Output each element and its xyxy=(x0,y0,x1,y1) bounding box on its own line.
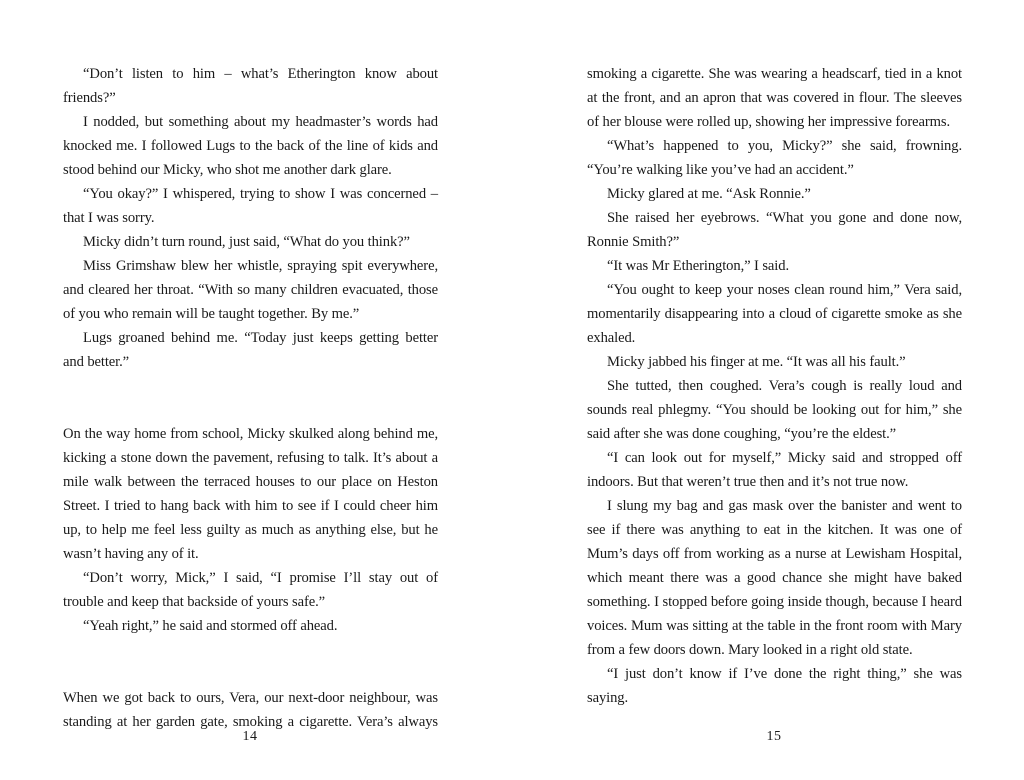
paragraph: “Don’t worry, Mick,” I said, “I promise I’ll stay out of trouble and keep that backside of yours safe.” xyxy=(63,570,438,610)
paragraph: Lugs groaned behind me. “Today just keeps getting better and better.” xyxy=(63,330,438,370)
left-page-text xyxy=(63,62,438,734)
paragraph: “Don’t listen to him – what’s Etherington know about friends?” xyxy=(63,66,438,106)
paragraph: When we got back to ours, Vera, our next-door neighbour, was standing at her garden gate, smoking a cigarette. Vera’s always xyxy=(63,690,438,730)
paragraph: “You okay?” I whispered, trying to show I was concerned – that I was sorry. xyxy=(63,186,438,226)
paragraph: smoking a cigarette. She was wearing a headscarf, tied in a knot at the front, and an apron that was covered in flour. The sleeves of her blouse were rolled up, showing her impressive forearms. xyxy=(587,66,962,130)
right-page-text xyxy=(587,62,962,710)
paragraph: Miss Grimshaw blew her whistle, spraying spit everywhere, and cleared her throat. “With so many children evacuated, those of you who remain will be taught together. By me.” xyxy=(63,258,438,322)
paragraph: On the way home from school, Micky skulked along behind me, kicking a stone down the pavement, refusing to talk. It’s about a mile walk between the terraced houses to our place on Heston Street. I tried to hang back with him to see if I could cheer him up, to help me feel less guilty as much as anything else, but he wasn’t having any of it. xyxy=(63,426,438,562)
paragraph: “What’s happened to you, Micky?” she said, frowning. “You’re walking like you’ve had an accident.” xyxy=(587,138,962,178)
paragraph: She tutted, then coughed. Vera’s cough is really loud and sounds real phlegmy. “You should be looking out for him,” she said after she was done coughing, “you’re the eldest.” xyxy=(587,378,962,442)
paragraph: I nodded, but something about my headmaster’s words had knocked me. I followed Lugs to the back of the line of kids and stood behind our Micky, who shot me another dark glare. xyxy=(63,114,438,178)
paragraph: “I just don’t know if I’ve done the right thing,” she was saying. xyxy=(587,666,962,706)
paragraph: I slung my bag and gas mask over the banister and went to see if there was anything to eat in the kitchen. It was one of Mum’s days off from working as a nurse at Lewisham Hospital, which meant there was a good chance she might have baked something. I stopped before going inside though, because I heard voices. Mum was sitting at the table in the front room with Mary from a few doors down. Mary looked in a right old state. xyxy=(587,498,962,658)
paragraph: Micky didn’t turn round, just said, “What do you think?” xyxy=(83,234,410,250)
paragraph: Micky glared at me. “Ask Ronnie.” xyxy=(607,186,811,202)
paragraph: She raised her eyebrows. “What you gone and done now, Ronnie Smith?” xyxy=(587,210,962,250)
paragraph: “Yeah right,” he said and stormed off ahead. xyxy=(83,618,338,634)
paragraph: “It was Mr Etherington,” I said. xyxy=(607,258,790,274)
paragraph: Micky jabbed his finger at me. “It was all his fault.” xyxy=(607,354,906,370)
paragraph: “You ought to keep your noses clean round him,” Vera said, momentarily disappearing into a cloud of cigarette smoke as she exhaled. xyxy=(587,282,962,346)
paragraph: “I can look out for myself,” Micky said and stropped off indoors. But that weren’t true then and it’s not true now. xyxy=(587,450,962,490)
page-number: 14 xyxy=(242,729,258,744)
page-number: 15 xyxy=(766,729,782,744)
